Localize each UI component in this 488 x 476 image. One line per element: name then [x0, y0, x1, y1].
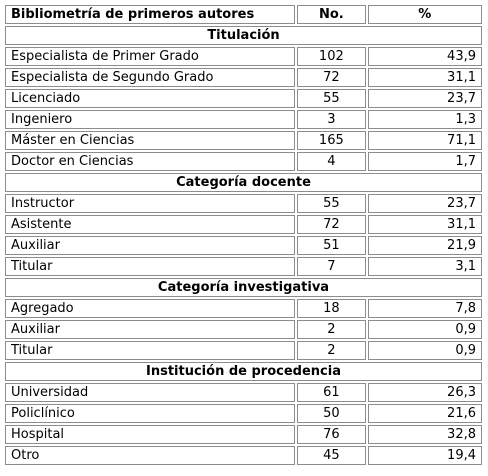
- row-count: 76: [297, 425, 365, 444]
- row-percent: 23,7: [368, 89, 482, 108]
- section-row-titulacion: [5, 26, 482, 45]
- row-percent: 3,1: [368, 257, 482, 276]
- header-row: [5, 5, 482, 24]
- row-label: Especialista de Primer Grado: [5, 47, 295, 66]
- row-label: Titular: [5, 341, 295, 360]
- column-header-author-bibliometry: Bibliometría de primeros autores: [5, 5, 295, 24]
- row-count: 102: [297, 47, 365, 66]
- row-label: Ingeniero: [5, 110, 295, 129]
- row-count: 72: [297, 68, 365, 87]
- bibliometry-table: [3, 3, 484, 467]
- table-row: [5, 89, 482, 108]
- table-row: [5, 47, 482, 66]
- table-row: [5, 320, 482, 339]
- row-label: Auxiliar: [5, 320, 295, 339]
- row-percent: 21,6: [368, 404, 482, 423]
- column-header-percent: %: [368, 5, 482, 24]
- row-label: Hospital: [5, 425, 295, 444]
- row-count: 18: [297, 299, 365, 318]
- table-row: [5, 236, 482, 255]
- row-label: Titular: [5, 257, 295, 276]
- table-row: [5, 194, 482, 213]
- table-row: [5, 299, 482, 318]
- row-label: Policlínico: [5, 404, 295, 423]
- table-row: [5, 257, 482, 276]
- row-label: Licenciado: [5, 89, 295, 108]
- row-percent: 19,4: [368, 446, 482, 465]
- table-row: [5, 383, 482, 402]
- row-count: 55: [297, 194, 365, 213]
- row-count: 2: [297, 341, 365, 360]
- row-count: 2: [297, 320, 365, 339]
- table-row: [5, 131, 482, 150]
- row-count: 45: [297, 446, 365, 465]
- row-percent: 23,7: [368, 194, 482, 213]
- row-label: Especialista de Segundo Grado: [5, 68, 295, 87]
- table-row: [5, 110, 482, 129]
- row-percent: 1,3: [368, 110, 482, 129]
- section-title: Categoría docente: [5, 173, 482, 192]
- row-label: Máster en Ciencias: [5, 131, 295, 150]
- row-count: 61: [297, 383, 365, 402]
- row-percent: 26,3: [368, 383, 482, 402]
- table-row: [5, 446, 482, 465]
- row-percent: 0,9: [368, 320, 482, 339]
- row-percent: 0,9: [368, 341, 482, 360]
- row-percent: 31,1: [368, 215, 482, 234]
- row-percent: 7,8: [368, 299, 482, 318]
- row-count: 72: [297, 215, 365, 234]
- section-row-institucion-de-procedencia: [5, 362, 482, 381]
- row-count: 50: [297, 404, 365, 423]
- row-count: 3: [297, 110, 365, 129]
- row-count: 7: [297, 257, 365, 276]
- row-label: Universidad: [5, 383, 295, 402]
- row-percent: 32,8: [368, 425, 482, 444]
- table-row: [5, 152, 482, 171]
- row-label: Instructor: [5, 194, 295, 213]
- table-row: [5, 425, 482, 444]
- table-row: [5, 341, 482, 360]
- row-label: Asistente: [5, 215, 295, 234]
- row-label: Agregado: [5, 299, 295, 318]
- row-percent: 1,7: [368, 152, 482, 171]
- row-count: 4: [297, 152, 365, 171]
- row-percent: 31,1: [368, 68, 482, 87]
- section-row-categoria-docente: [5, 173, 482, 192]
- section-row-categoria-investigativa: [5, 278, 482, 297]
- table-row: [5, 404, 482, 423]
- column-header-count: No.: [297, 5, 365, 24]
- section-title: Titulación: [5, 26, 482, 45]
- row-count: 51: [297, 236, 365, 255]
- row-percent: 43,9: [368, 47, 482, 66]
- row-label: Otro: [5, 446, 295, 465]
- table-row: [5, 215, 482, 234]
- row-label: Auxiliar: [5, 236, 295, 255]
- section-title: Institución de procedencia: [5, 362, 482, 381]
- row-count: 55: [297, 89, 365, 108]
- row-count: 165: [297, 131, 365, 150]
- row-percent: 21,9: [368, 236, 482, 255]
- row-label: Doctor en Ciencias: [5, 152, 295, 171]
- table-body: [5, 5, 482, 465]
- table-row: [5, 68, 482, 87]
- row-percent: 71,1: [368, 131, 482, 150]
- section-title: Categoría investigativa: [5, 278, 482, 297]
